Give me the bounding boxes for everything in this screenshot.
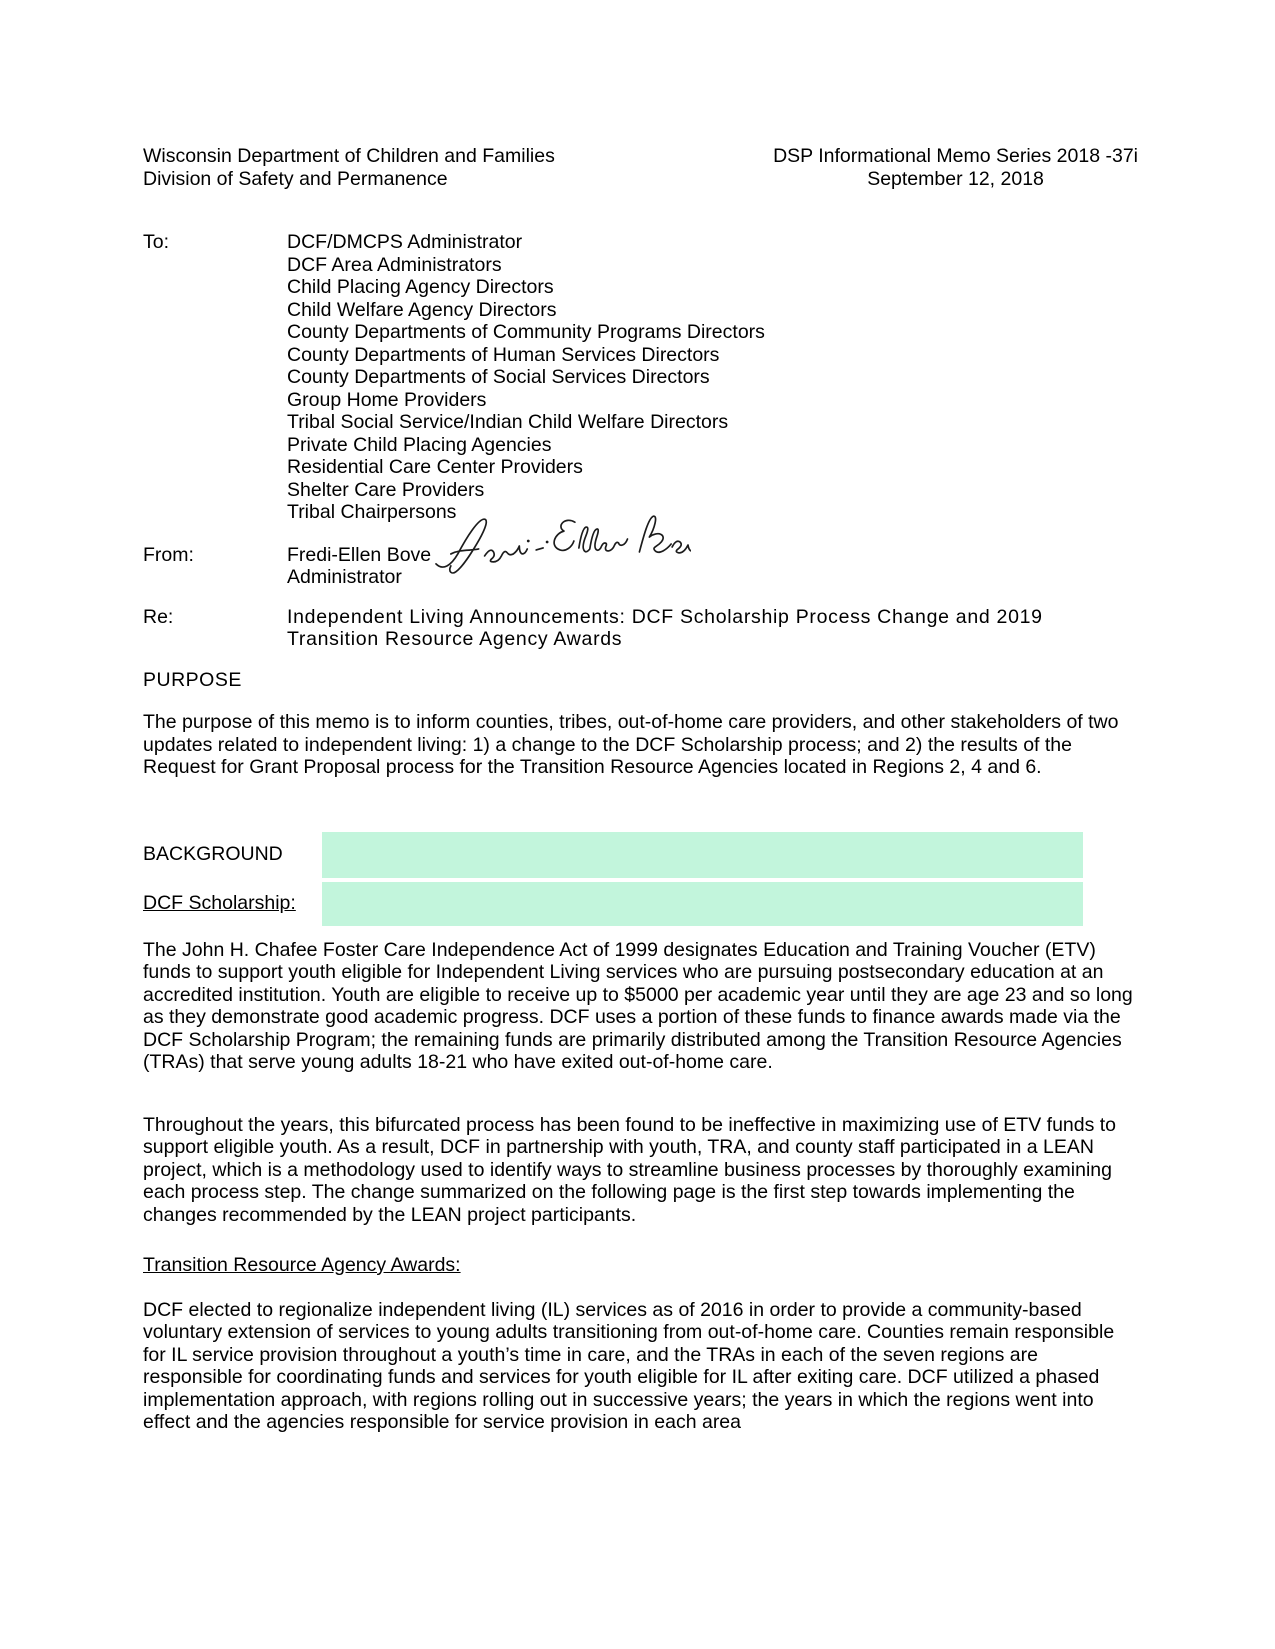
subject [287, 606, 1138, 651]
from-field [143, 544, 1138, 589]
memo-header [143, 145, 1138, 190]
from-value [287, 544, 1138, 589]
recipient: Shelter Care Providers [287, 478, 485, 501]
recipient-list [287, 231, 1138, 524]
from-label: From: [143, 543, 194, 566]
dcf-scholarship-heading: DCF Scholarship: [143, 892, 296, 915]
division-name: Division of Safety and Permanence [143, 167, 448, 190]
recipient: Tribal Chairpersons [287, 501, 457, 523]
recipient: Group Home Providers [287, 388, 487, 411]
recipient: Child Welfare Agency Directors [287, 298, 557, 321]
highlight-bar-background [322, 832, 1083, 878]
tra-paragraph: DCF elected to regionalize independent living (IL) services as of 2016 in order to provide a community-based voluntary extension of services to young adults transitioning from out-of-home care. Counties remain responsible for IL service provision throughout a youth’s time in care, and the TRAs in each of the seven regions are responsible for coordinating funds and services for youth eligible for IL after exiting care. DCF utilized a phased implementation approach, with regions rolling out in successive years; the years in which the regions went into effect and the agencies responsible for service provision in each area [143, 1298, 1115, 1433]
memo-series: DSP Informational Memo Series 2018 -37i [773, 145, 1138, 167]
recipient: DCF Area Administrators [287, 253, 502, 276]
recipient: Tribal Social Service/Indian Child Welfare Directors [287, 411, 729, 433]
to-field [143, 231, 1138, 524]
highlight-bar-scholarship [322, 882, 1083, 926]
purpose-heading: PURPOSE [143, 668, 242, 691]
recipient: County Departments of Community Programs Directors [287, 321, 765, 343]
re-field [143, 606, 1138, 651]
scholarship-paragraph-1: The John H. Chafee Foster Care Independence Act of 1999 designates Education and Training Voucher (ETV) funds to support youth eligible for Independent Living services who are pursuing postsecondary education at an accredited institution. Youth are eligible to receive up to $5000 per academic year until they are age 23 and so long as they demonstrate good academic progress. DCF uses a portion of these funds to finance awards made via the DCF Scholarship Program; the remaining funds are primarily distributed among the Transition Resource Agencies (TRAs) that serve young adults 18-21 who have exited out-of-home care. [143, 938, 1133, 1073]
background-section-row [143, 832, 1138, 878]
subject-line: Transition Resource Agency Awards [287, 628, 623, 650]
recipient: Private Child Placing Agencies [287, 433, 552, 456]
scholarship-paragraph-2: Throughout the years, this bifurcated process has been found to be ineffective in maximizing use of ETV funds to support eligible youth. As a result, DCF in partnership with youth, TRA, and county staff participated in a LEAN project, which is a methodology used to identify ways to streamline business processes by thoroughly examining each process step. The change summarized on the following page is the first step towards implementing the changes recommended by the LEAN project participants. [143, 1113, 1117, 1226]
re-label: Re: [143, 605, 174, 628]
org-name: Wisconsin Department of Children and Families [143, 145, 555, 167]
recipient: Child Placing Agency Directors [287, 276, 554, 298]
tra-awards-heading: Transition Resource Agency Awards: [143, 1254, 461, 1276]
dcf-scholarship-section-row [143, 882, 1138, 926]
purpose-paragraph: The purpose of this memo is to inform counties, tribes, out-of-home care providers, and other stakeholders of two updates related to independent living: 1) a change to the DCF Scholarship process; and 2) the results of the Request for Grant Proposal process for the Transition Resource Agencies located in Regions 2, 4 and 6. [143, 711, 1119, 778]
recipient: County Departments of Human Services Directors [287, 343, 720, 366]
subject-line: Independent Living Announcements: DCF Scholarship Process Change and 2019 [287, 605, 1043, 628]
from-title: Administrator [287, 566, 402, 588]
memo-id-block [773, 145, 1138, 190]
to-label: To: [143, 231, 170, 253]
recipient: County Departments of Social Services Directors [287, 366, 710, 388]
background-heading: BACKGROUND [143, 843, 283, 866]
recipient: Residential Care Center Providers [287, 456, 583, 478]
from-name: Fredi-Ellen Bove [287, 543, 432, 566]
recipient: DCF/DMCPS Administrator [287, 231, 523, 253]
letterhead [143, 145, 555, 190]
memo-date: September 12, 2018 [867, 167, 1044, 190]
